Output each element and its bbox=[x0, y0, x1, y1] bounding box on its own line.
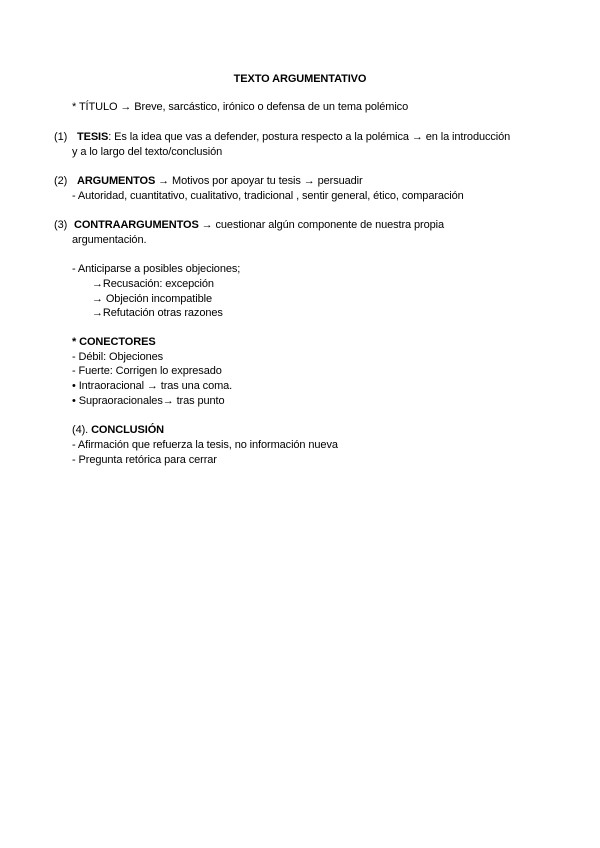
argumentos-number: (2) bbox=[54, 175, 68, 187]
tesis-text: : Es la idea que vas a defender, postura respecto a la polémica → en la introducción bbox=[108, 131, 511, 143]
anticiparse-line: - Anticiparse a posibles objeciones; bbox=[72, 263, 241, 275]
contraargumentos-text: → cuestionar algún componente de nuestra propia bbox=[198, 219, 445, 231]
objection-item: →Recusación: excepción bbox=[92, 278, 214, 290]
objection-item: → Objeción incompatible bbox=[92, 293, 212, 305]
conclusion-number: (4). bbox=[72, 424, 89, 436]
contraargumentos-line bbox=[54, 218, 444, 232]
contraargumentos-label: CONTRAARGUMENTOS bbox=[74, 219, 199, 231]
titulo-line: * TÍTULO → Breve, sarcástico, irónico o defensa de un tema polémico bbox=[72, 101, 409, 113]
conclusion-item: - Afirmación que refuerza la tesis, no información nueva bbox=[72, 439, 338, 451]
argumentos-sub: - Autoridad, cuantitativo, cualitativo, tradicional , sentir general, ético, comparación bbox=[72, 190, 464, 202]
argumentos-line bbox=[54, 174, 363, 188]
tesis-number: (1) bbox=[54, 131, 68, 143]
tesis-text-cont: y a lo largo del texto/conclusión bbox=[72, 146, 223, 158]
conectores-heading: * CONECTORES bbox=[72, 336, 156, 348]
contraargumentos-text-cont: argumentación. bbox=[72, 234, 147, 246]
conector-item: - Débil: Objeciones bbox=[72, 351, 164, 363]
conector-item: - Fuerte: Corrigen lo expresado bbox=[72, 365, 222, 377]
conclusion-line bbox=[72, 423, 164, 437]
conector-item: • Intraoracional → tras una coma. bbox=[72, 380, 233, 392]
conector-item: • Supraoracionales→ tras punto bbox=[72, 395, 225, 407]
tesis-label: TESIS bbox=[76, 131, 109, 143]
conclusion-item: - Pregunta retórica para cerrar bbox=[72, 454, 217, 466]
tesis-line bbox=[54, 130, 510, 144]
argumentos-text: → Motivos por apoyar tu tesis → persuadir bbox=[155, 175, 363, 187]
document-title: TEXTO ARGUMENTATIVO bbox=[233, 73, 367, 85]
conclusion-label: CONCLUSIÓN bbox=[91, 424, 165, 436]
argumentos-label: ARGUMENTOS bbox=[76, 175, 156, 187]
objection-item: →Refutación otras razones bbox=[92, 307, 223, 319]
contraargumentos-number: (3) bbox=[54, 219, 68, 231]
